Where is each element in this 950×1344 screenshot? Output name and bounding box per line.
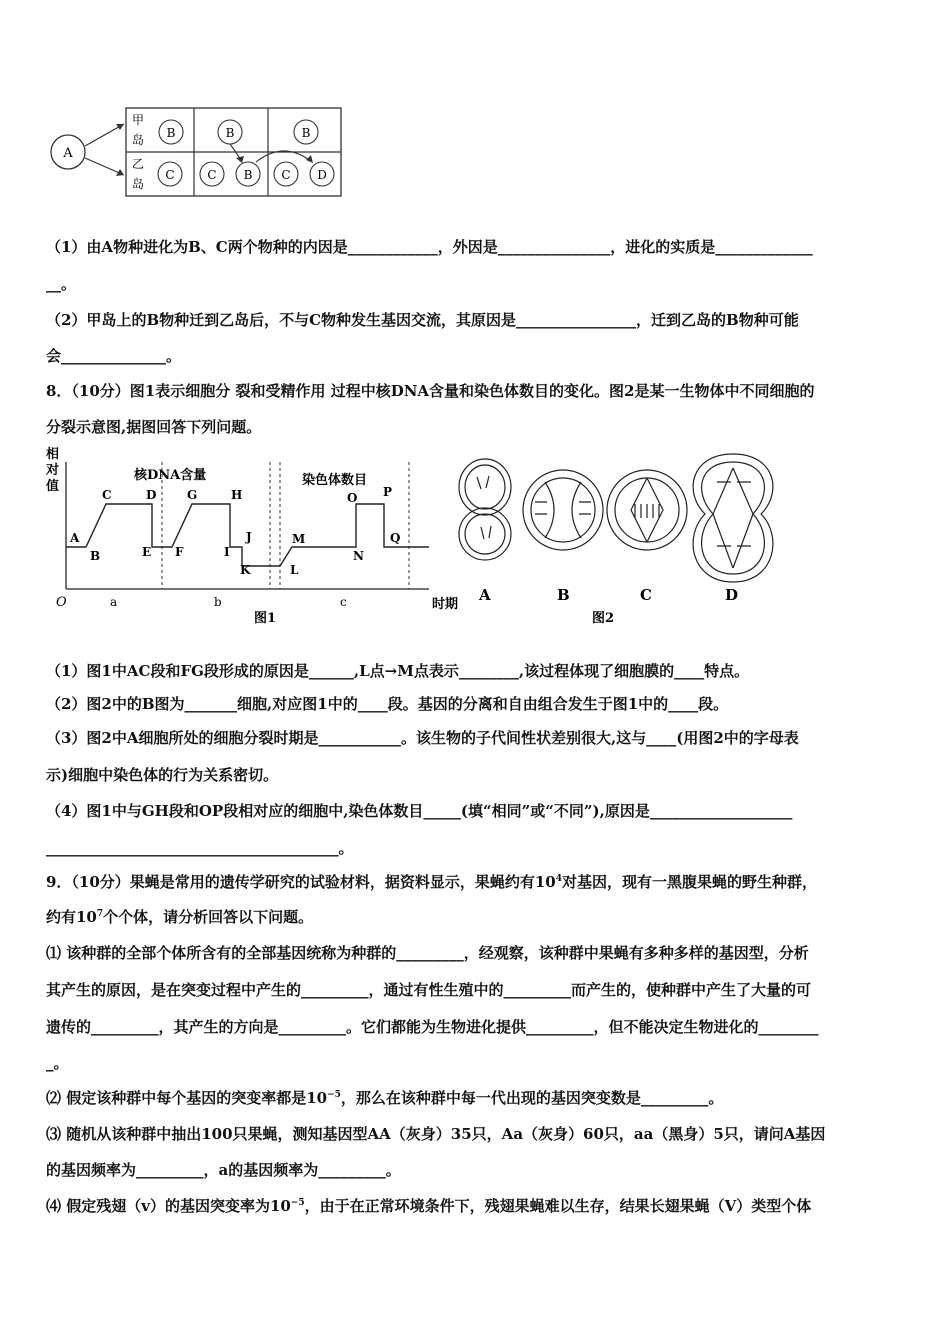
cell-c: [607, 470, 687, 550]
figure-1-graph: [44, 444, 469, 629]
q8-s1: （1）图1中AC段和FG段形成的原因是______,L点→M点表示________,该过程体现了细胞膜的____特点。: [46, 662, 750, 680]
q8-s4a: （4）图1中与GH段和OP段相对应的细胞中,染色体数目_____(填“相同”或“不同”),原因是___________________: [46, 802, 793, 820]
cell-label-b: B: [557, 586, 570, 604]
svg-text:C: C: [102, 488, 112, 502]
species-a-label: A: [63, 146, 73, 161]
cell-b: [523, 470, 603, 550]
species-c-label: C: [165, 168, 175, 182]
q8-s4b: _______________________________________。: [46, 839, 354, 857]
q7-line-3: （2）甲岛上的B物种迁到乙岛后，不与C物种发生基因交流，其原因是________________，迁到乙岛的B物种可能: [46, 311, 799, 329]
yi-island-label: 乙: [132, 157, 145, 171]
svg-text:N: N: [353, 549, 364, 563]
svg-text:值: 值: [46, 479, 60, 494]
svg-text:I: I: [224, 545, 230, 559]
svg-text:C: C: [281, 168, 291, 182]
svg-text:O: O: [347, 491, 358, 505]
svg-text:J: J: [246, 530, 252, 544]
fig2-caption: 图2: [592, 611, 615, 626]
q9-line-2: 约有$10^7$个个体，请分析回答以下问题。: [46, 908, 314, 926]
q7-line-1: （1）由A物种进化为B、C两个物种的内因是____________，外因是_______________，进化的实质是_____________: [46, 238, 813, 256]
svg-text:a: a: [110, 595, 118, 609]
cell-label-d: D: [725, 586, 739, 604]
svg-text:D: D: [146, 488, 157, 502]
q7-line-2: __。: [46, 275, 77, 293]
svg-text:岛: 岛: [132, 177, 145, 191]
svg-text:对: 对: [46, 463, 60, 478]
svg-text:M: M: [292, 532, 306, 546]
svg-text:B: B: [301, 126, 311, 140]
q8-s2: （2）图2中的B图为_______细胞,对应图1中的____段。基因的分离和自由组合发生于图1中的____段。: [46, 695, 729, 713]
svg-text:岛: 岛: [132, 133, 145, 147]
svg-text:B: B: [90, 549, 101, 563]
q9-p1b: 其产生的原因，是在突变过程中产生的_________，通过有性生殖中的_________而产生的，使种群中产生了大量的可: [46, 981, 812, 999]
island-diagram: [46, 100, 346, 200]
fig1-chrom-label: 染色体数目: [302, 473, 368, 488]
fig1-ylabel: 相: [46, 447, 60, 462]
species-d-label: D: [317, 168, 327, 182]
q8-s3a: （3）图2中A细胞所处的细胞分裂时期是___________。该生物的子代间性状差别很大,这与____(用图2中的字母表: [46, 729, 799, 747]
jia-island-label: 甲: [132, 113, 145, 127]
svg-text:B: B: [243, 168, 253, 182]
q9-p4: ⑷ 假定残翅（v）的基因突变率为$10^{-5}$，由于在正常环境条件下，残翅果蝇难以生存，结果长翅果蝇（V）类型个体: [46, 1197, 812, 1215]
q9-p3a: ⑶ 随机从该种群中抽出100只果蝇，测知基因型AA（灰身）35只，Aa（灰身）60只，aa（黑身）5只，请问A基因: [46, 1125, 826, 1143]
cell-label-a: A: [479, 586, 491, 604]
q9-p1a: ⑴ 该种群的全部个体所含有的全部基因统称为种群的_________，经观察，该种群中果蝇有多种多样的基因型，分析: [46, 944, 809, 962]
species-b-label: B: [166, 126, 176, 140]
svg-text:b: b: [214, 595, 222, 609]
q9-line-1: 9．（10分）果蝇是常用的遗传学研究的试验材料，据资料显示，果蝇约有$10^4$对基因，现有一黑腹果蝇的野生种群，: [46, 873, 817, 891]
svg-text:C: C: [207, 168, 217, 182]
svg-text:P: P: [383, 485, 393, 499]
q9-p1c: 遗传的_________，其产生的方向是_________。它们都能为生物进化提供_________，但不能决定生物进化的________: [46, 1018, 819, 1036]
svg-text:H: H: [231, 488, 243, 502]
q9-p2: ⑵ 假定该种群中每个基因的突变率都是$10^{-5}$，那么在该种群中每一代出现的基因突变数是_________。: [46, 1089, 724, 1107]
svg-text:F: F: [175, 545, 184, 559]
svg-text:c: c: [340, 595, 347, 609]
fig1-caption: 图1: [254, 611, 277, 626]
svg-text:E: E: [142, 545, 152, 559]
q8-line-2: 分裂示意图,据图回答下列问题。: [46, 418, 262, 436]
cell-d: [693, 454, 773, 582]
fig1-xlabel: 时期: [432, 597, 459, 612]
fig1-origin: O: [56, 595, 67, 610]
figure-2-cells: [455, 452, 785, 627]
cell-label-c: C: [640, 586, 652, 604]
svg-text:G: G: [187, 488, 198, 502]
svg-text:Q: Q: [390, 531, 401, 545]
svg-text:L: L: [290, 563, 299, 577]
svg-text:K: K: [240, 563, 251, 577]
q8-line-1: 8．（10分）图1表示细胞分 裂和受精作用 过程中核DNA含量和染色体数目的变化。图2是某一生物体中不同细胞的: [46, 382, 815, 400]
cell-a: [459, 459, 511, 560]
q7-line-4: 会______________。: [46, 347, 182, 365]
q9-p3b: 的基因频率为_________，a的基因频率为_________。: [46, 1161, 401, 1179]
svg-text:A: A: [70, 531, 80, 545]
svg-text:B: B: [225, 126, 235, 140]
fig1-dna-label: 核DNA含量: [134, 468, 207, 483]
q9-p1d: _。: [46, 1054, 69, 1072]
q8-s3b: 示)细胞中染色体的行为关系密切。: [46, 766, 279, 784]
